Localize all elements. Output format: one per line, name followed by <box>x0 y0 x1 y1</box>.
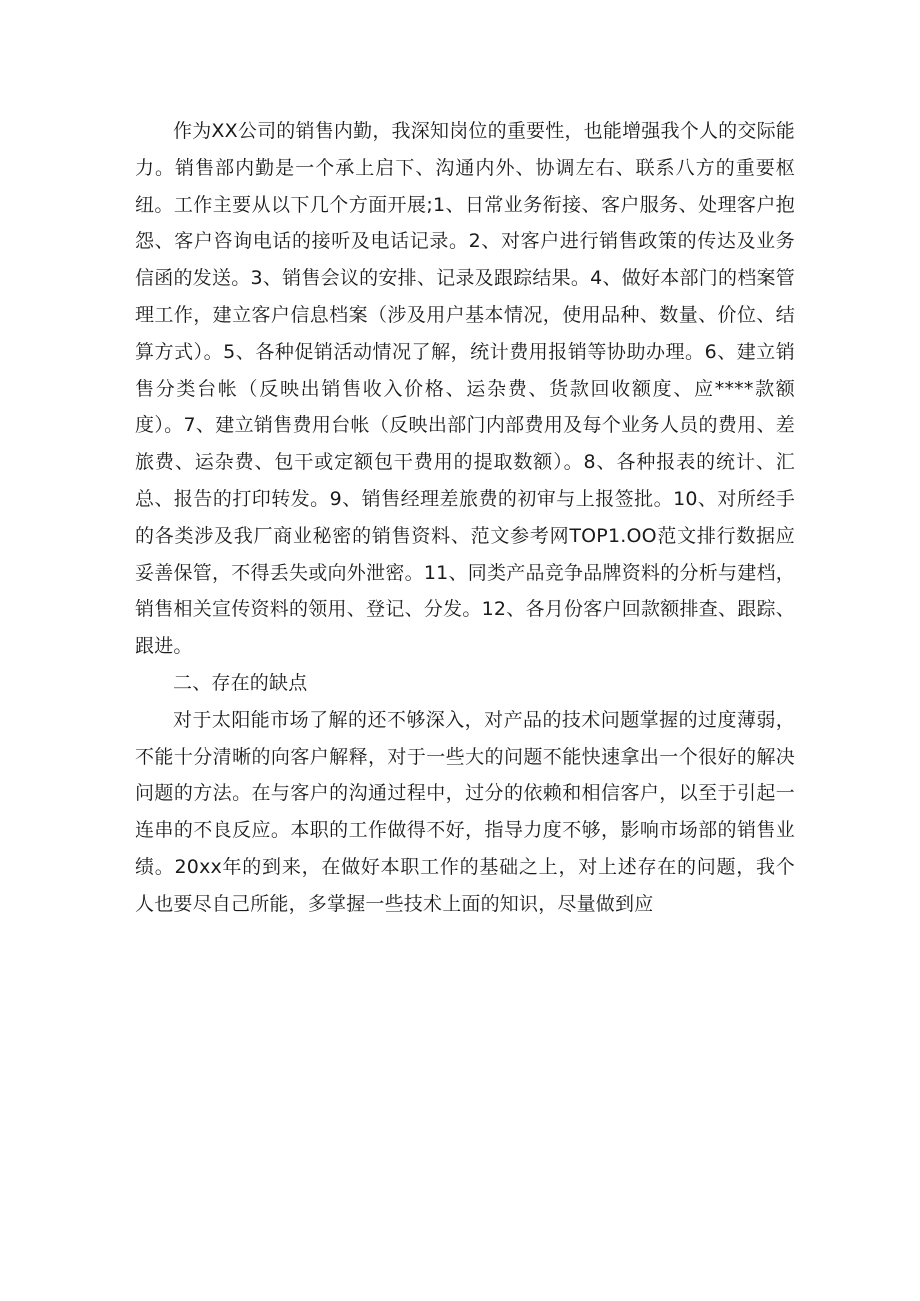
paragraph-job-duties: 作为XX公司的销售内勤，我深知岗位的重要性，也能增强我个人的交际能力。销售部内勤是一个承上启下、沟通内外、协调左右、联系八方的重要枢纽。工作主要从以下几个方面开展;1、日常业务衔接、客户服务、处理客户抱怨、客户咨询电话的接听及电话记录。2、对客户进行销售政策的传达及业务信函的发送。3、销售会议的安排、记录及跟踪结果。4、做好本部门的档案管理工作，建立客户信息档案（涉及用户基本情况，使用品种、数量、价位、结算方式）。5、各种促销活动情况了解，统计费用报销等协助办理。6、建立销售分类台帐（反映出销售收入价格、运杂费、货款回收额度、应****款额度）。7、建立销售费用台帐（反映出部门内部费用及每个业务人员的费用、差旅费、运杂费、包干或定额包干费用的提取数额）。8、各种报表的统计、汇总、报告的打印转发。9、销售经理差旅费的初审与上报签批。10、对所经手的各类涉及我厂商业秘密的销售资料、范文参考网TOP1.OO范文排行数据应妥善保管，不得丢失或向外泄密。11、同类产品竞争品牌资料的分析与建档，销售相关宣传资料的领用、登记、分发。12、各月份客户回款额排查、跟踪、跟进。 <box>135 120 795 658</box>
document-body <box>135 113 795 923</box>
paragraph-shortcomings: 对于太阳能市场了解的还不够深入，对产品的技术问题掌握的过度薄弱，不能十分清晰的向客户解释，对于一些大的问题不能快速拿出一个很好的解决问题的方法。在与客户的沟通过程中，过分的依赖和相信客户，以至于引起一连串的不良反应。本职的工作做得不好，指导力度不够，影响市场部的销售业绩。20xx年的到来，在做好本职工作的基础之上，对上述存在的问题，我个人也要尽自己所能，多掌握一些技术上面的知识，尽量做到应 <box>135 708 795 915</box>
section-heading-shortcomings: 二、存在的缺点 <box>173 671 308 694</box>
